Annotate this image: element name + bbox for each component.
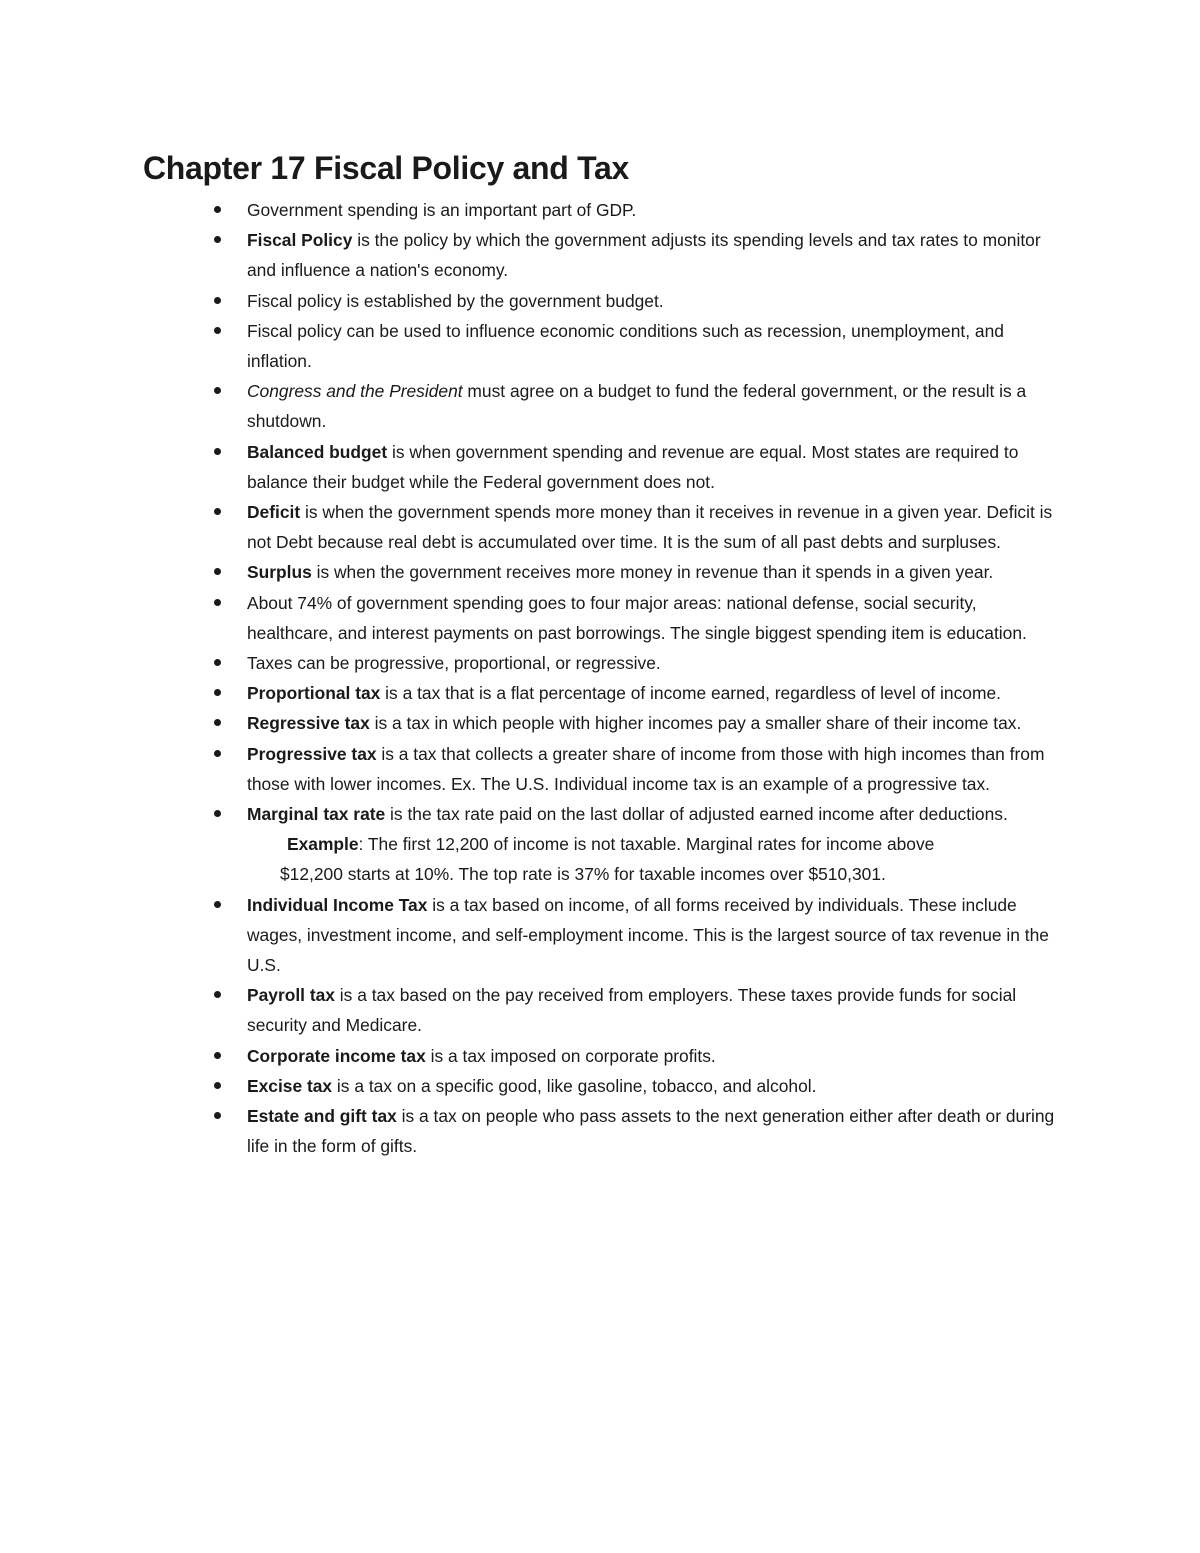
list-item <box>0 588 1062 648</box>
item-term: Fiscal Policy <box>247 230 353 251</box>
item-term: Balanced budget <box>247 441 388 462</box>
item-term: Deficit <box>247 502 301 523</box>
item-text: is a tax that collects a greater share of income from those with high incomes than from those with lower incomes. Ex. The U.S. Individual income tax is an example of a progressive tax. <box>247 743 1045 794</box>
example-block <box>0 829 1062 889</box>
item-text: Fiscal policy can be used to influence economic conditions such as recession, unemployment, and inflation. <box>247 320 1004 372</box>
item-text: is a tax based on the pay received from employers. These taxes provide funds for social security and Medicare. <box>247 985 1017 1036</box>
list-item <box>0 890 1062 981</box>
item-term: Excise tax <box>247 1075 333 1096</box>
item-text: is when government spending and revenue are equal. Most states are required to balance their budget while the Federal government does not. <box>247 441 1019 492</box>
bullet-icon <box>214 659 221 666</box>
bullet-icon <box>214 1112 221 1119</box>
bullet-icon <box>214 448 221 455</box>
item-text: Government spending is an important part of GDP. <box>247 200 637 220</box>
list-item <box>0 1101 1062 1161</box>
item-emphasis: Congress and the President <box>247 381 463 402</box>
item-text: is a tax imposed on corporate profits. <box>425 1045 716 1066</box>
bullet-icon <box>214 810 221 817</box>
item-term: Proportional tax <box>247 683 381 704</box>
bullet-icon <box>214 387 221 394</box>
example-line-2: $12,200 starts at 10%. The top rate is 37% for taxable incomes over $510,301. <box>280 864 886 885</box>
bullet-icon <box>214 327 221 334</box>
example-text: : The first 12,200 of income is not taxable. Marginal rates for income above <box>358 834 935 855</box>
list-item <box>0 980 1062 1040</box>
bullet-icon <box>214 689 221 696</box>
list-item <box>0 376 1062 436</box>
list-item <box>0 316 1062 376</box>
list-item <box>0 1041 1062 1071</box>
item-text: is a tax that is a flat percentage of income earned, regardless of level of income. <box>380 683 1001 704</box>
list-item <box>0 557 1062 587</box>
list-item <box>0 648 1062 678</box>
item-text: Fiscal policy is established by the government budget. <box>247 290 664 311</box>
bullet-icon <box>214 1052 221 1059</box>
bullet-icon <box>214 568 221 575</box>
list-item <box>0 678 1062 708</box>
item-text: is a tax in which people with higher incomes pay a smaller share of their income tax. <box>369 713 1022 734</box>
list-item <box>0 286 1062 316</box>
item-text: is a tax on people who pass assets to the next generation either after death or during life in the form of gifts. <box>247 1106 1055 1157</box>
list-item <box>0 739 1062 799</box>
item-text: is a tax based on income, of all forms received by individuals. These include wages, investment income, and self-employment income. This is the largest source of tax revenue in the U.S. <box>247 894 1049 976</box>
item-text: is the policy by which the government adjusts its spending levels and tax rates to monitor and influence a nation's economy. <box>247 230 1041 281</box>
item-term: Estate and gift tax <box>247 1106 397 1127</box>
item-text: is the tax rate paid on the last dollar of adjusted earned income after deductions. <box>385 804 1008 825</box>
list-item <box>0 708 1062 738</box>
item-text: is when the government spends more money than it receives in revenue in a given year. Deficit is not Debt because real debt is accumulated over time. It is the sum of all past debts and surpluses. <box>247 502 1053 553</box>
bullet-icon <box>214 901 221 908</box>
item-term: Payroll tax <box>247 985 335 1006</box>
list-item <box>0 225 1062 285</box>
bullet-icon <box>214 1082 221 1089</box>
page-title: Chapter 17 Fiscal Policy and Tax <box>143 150 629 186</box>
example-line-1 <box>247 829 1062 859</box>
item-term: Corporate income tax <box>247 1045 426 1066</box>
bullet-icon <box>214 750 221 757</box>
item-text: Taxes can be progressive, proportional, or regressive. <box>247 653 661 674</box>
bullet-icon <box>214 719 221 726</box>
item-text: About 74% of government spending goes to four major areas: national defense, social security, healthcare, and interest payments on past borrowings. The single biggest spending item is education. <box>247 592 1027 643</box>
example-label: Example <box>287 834 359 855</box>
item-term: Progressive tax <box>247 743 377 764</box>
notes-list <box>0 195 1200 1162</box>
list-item <box>0 497 1062 557</box>
bullet-icon <box>214 236 221 243</box>
item-term: Individual Income Tax <box>247 894 428 915</box>
item-term: Surplus <box>247 562 312 583</box>
item-term: Marginal tax rate <box>247 804 386 825</box>
list-item <box>0 437 1062 497</box>
list-item <box>0 1071 1062 1101</box>
item-text: must agree on a budget to fund the federal government, or the result is a shutdown. <box>247 381 1027 432</box>
bullet-icon <box>214 297 221 304</box>
bullet-icon <box>214 991 221 998</box>
item-term: Regressive tax <box>247 713 370 734</box>
list-item <box>0 195 1062 225</box>
bullet-icon <box>214 206 221 213</box>
list-item <box>0 799 1062 829</box>
item-text: is when the government receives more money in revenue than it spends in a given year. <box>311 562 994 583</box>
bullet-icon <box>214 599 221 606</box>
bullet-icon <box>214 508 221 515</box>
item-text: is a tax on a specific good, like gasoline, tobacco, and alcohol. <box>332 1075 817 1096</box>
